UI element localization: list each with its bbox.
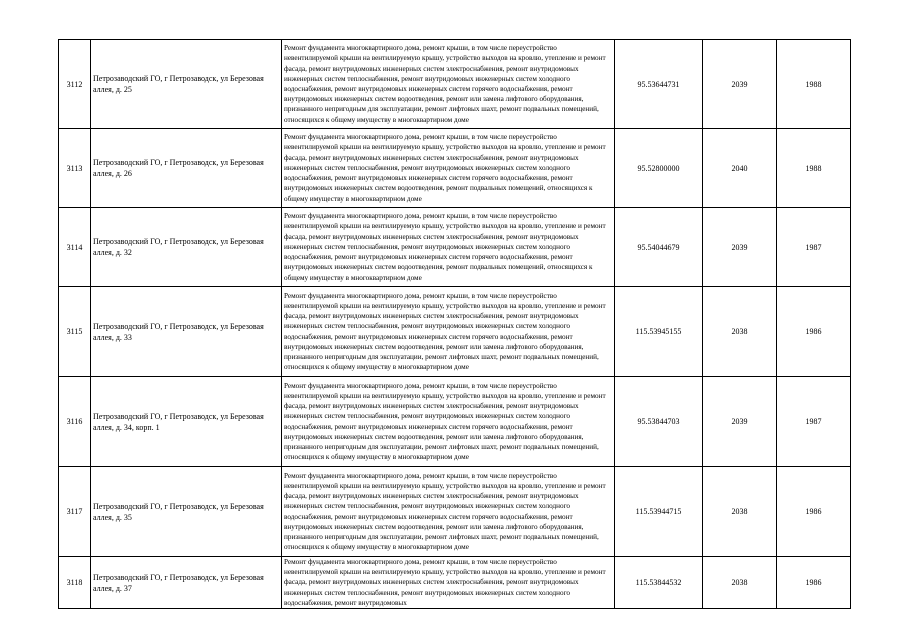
work-description: Ремонт фундамента многоквартирного дома, ремонт крыши, в том числе переустройство невентилируемой крыши на вентилируемую крышу, устройство выходов на кровлю, утепление и ремонт фасада, ремонт внутридомовых инженерных систем электроснабжения, ремонт внутридомовых инженерных систем теплоснабжения, ремонт внутридомовых инженерных систем холодного водоснабжения, ремонт внутридомовых [284,558,606,607]
table-row [59,467,851,557]
repair-year-cell: 2038 [703,557,777,609]
work-description: Ремонт фундамента многоквартирного дома, ремонт крыши, в том числе переустройство невентилируемой крыши на вентилируемую крышу, устройство выходов на кровлю, утепление и ремонт фасада, ремонт внутридомовых инженерных систем электроснабжения, ремонт внутридомовых инженерных систем теплоснабжения, ремонт внутридомовых инженерных систем холодного водоснабжения, ремонт внутридомовых инженерных систем горячего водоснабжения, ремонт внутридомовых инженерных систем водоотведения, ремонт подвальных помещений, относящихся к общему имуществу в многоквартирном доме [284,212,606,282]
repair-year-cell: 2039 [703,377,777,467]
build-year-cell: 1988 [777,40,851,129]
table-row [59,377,851,467]
address-cell: Петрозаводский ГО, г Петрозаводск, ул Березовая аллея, д. 33 [91,287,282,377]
work-description-cell [282,467,615,557]
capital-repair-table [58,39,851,609]
address-cell: Петрозаводский ГО, г Петрозаводск, ул Березовая аллея, д. 37 [91,557,282,609]
repair-year-cell: 2038 [703,287,777,377]
work-description-cell [282,40,615,129]
row-number: 3114 [59,208,91,287]
table-row [59,40,851,129]
value-cell: 95.53844703 [615,377,703,467]
value-cell: 115.53944715 [615,467,703,557]
work-description: Ремонт фундамента многоквартирного дома, ремонт крыши, в том числе переустройство невентилируемой крыши на вентилируемую крышу, устройство выходов на кровлю, утепление и ремонт фасада, ремонт внутридомовых инженерных систем электроснабжения, ремонт внутридомовых инженерных систем теплоснабжения, ремонт внутридомовых инженерных систем холодного водоснабжения, ремонт внутридомовых инженерных систем горячего водоснабжения, ремонт внутридомовых инженерных систем водоотведения, ремонт или замена лифтового оборудования, признанного непригодным для эксплуатации, ремонт лифтовых шахт, ремонт подвальных помещений, относящихся к общему имуществу в многоквартирном доме [284,291,606,372]
work-description-cell [282,208,615,287]
value-cell: 95.52800000 [615,129,703,208]
repair-year-cell: 2039 [703,40,777,129]
address-cell: Петрозаводский ГО, г Петрозаводск, ул Березовая аллея, д. 26 [91,129,282,208]
address-cell: Петрозаводский ГО, г Петрозаводск, ул Березовая аллея, д. 34, корп. 1 [91,377,282,467]
value-cell: 95.53644731 [615,40,703,129]
table-row [59,557,851,609]
build-year-cell: 1988 [777,129,851,208]
work-description-cell [282,557,615,609]
build-year-cell: 1986 [777,467,851,557]
row-number: 3118 [59,557,91,609]
address-cell: Петрозаводский ГО, г Петрозаводск, ул Березовая аллея, д. 32 [91,208,282,287]
repair-year-cell: 2040 [703,129,777,208]
row-number: 3112 [59,40,91,129]
row-number: 3117 [59,467,91,557]
build-year-cell: 1987 [777,377,851,467]
value-cell: 115.53945155 [615,287,703,377]
value-cell: 95.54044679 [615,208,703,287]
work-description-cell [282,377,615,467]
work-description: Ремонт фундамента многоквартирного дома, ремонт крыши, в том числе переустройство невентилируемой крыши на вентилируемую крышу, устройство выходов на кровлю, утепление и ремонт фасада, ремонт внутридомовых инженерных систем электроснабжения, ремонт внутридомовых инженерных систем теплоснабжения, ремонт внутридомовых инженерных систем холодного водоснабжения, ремонт внутридомовых инженерных систем горячего водоснабжения, ремонт внутридомовых инженерных систем водоотведения, ремонт или замена лифтового оборудования, признанного непригодным для эксплуатации, ремонт лифтовых шахт, ремонт подвальных помещений, относящихся к общему имуществу в многоквартирном доме [284,381,606,462]
work-description-cell [282,129,615,208]
work-description-cell [282,287,615,377]
work-description: Ремонт фундамента многоквартирного дома, ремонт крыши, в том числе переустройство невентилируемой крыши на вентилируемую крышу, устройство выходов на кровлю, утепление и ремонт фасада, ремонт внутридомовых инженерных систем электроснабжения, ремонт внутридомовых инженерных систем теплоснабжения, ремонт внутридомовых инженерных систем холодного водоснабжения, ремонт внутридомовых инженерных систем горячего водоснабжения, ремонт внутридомовых инженерных систем водоотведения, ремонт или замена лифтового оборудования, признанного непригодным для эксплуатации, ремонт лифтовых шахт, ремонт подвальных помещений, относящихся к общему имуществу в многоквартирном доме [284,471,606,552]
address-cell: Петрозаводский ГО, г Петрозаводск, ул Березовая аллея, д. 25 [91,40,282,129]
table-row [59,208,851,287]
build-year-cell: 1986 [777,287,851,377]
build-year-cell: 1987 [777,208,851,287]
work-description: Ремонт фундамента многоквартирного дома, ремонт крыши, в том числе переустройство невентилируемой крыши на вентилируемую крышу, устройство выходов на кровлю, утепление и ремонт фасада, ремонт внутридомовых инженерных систем электроснабжения, ремонт внутридомовых инженерных систем теплоснабжения, ремонт внутридомовых инженерных систем холодного водоснабжения, ремонт внутридомовых инженерных систем горячего водоснабжения, ремонт внутридомовых инженерных систем водоотведения, ремонт подвальных помещений, относящихся к общему имуществу в многоквартирном доме [284,133,606,203]
row-number: 3113 [59,129,91,208]
address-cell: Петрозаводский ГО, г Петрозаводск, ул Березовая аллея, д. 35 [91,467,282,557]
row-number: 3116 [59,377,91,467]
work-description: Ремонт фундамента многоквартирного дома, ремонт крыши, в том числе переустройство невентилируемой крыши на вентилируемую крышу, устройство выходов на кровлю, утепление и ремонт фасада, ремонт внутридомовых инженерных систем электроснабжения, ремонт внутридомовых инженерных систем теплоснабжения, ремонт внутридомовых инженерных систем холодного водоснабжения, ремонт внутридомовых инженерных систем горячего водоснабжения, ремонт внутридомовых инженерных систем водоотведения, ремонт или замена лифтового оборудования, признанного непригодным для эксплуатации, ремонт лифтовых шахт, ремонт подвальных помещений, относящихся к общему имуществу в многоквартирном доме [284,44,606,124]
build-year-cell: 1986 [777,557,851,609]
repair-year-cell: 2038 [703,467,777,557]
table-row [59,287,851,377]
value-cell: 115.53844532 [615,557,703,609]
row-number: 3115 [59,287,91,377]
table-row [59,129,851,208]
repair-year-cell: 2039 [703,208,777,287]
